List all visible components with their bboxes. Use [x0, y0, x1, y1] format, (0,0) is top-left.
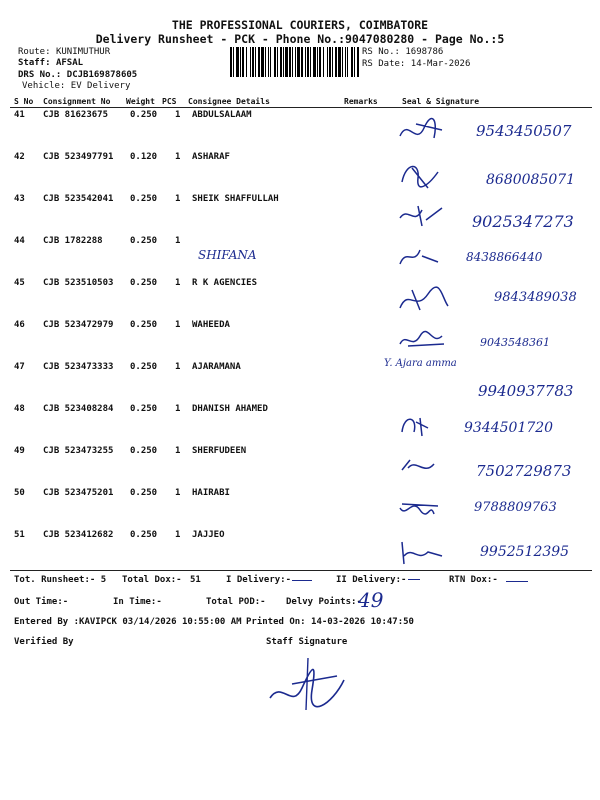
barcode-bar [305, 47, 306, 77]
footer-divider [10, 570, 592, 571]
row-consignment-no: CJB 523473333 [43, 362, 114, 372]
col-sno: S No [14, 97, 34, 106]
row-consignee: JAJJEO [192, 530, 225, 540]
staff-label: Staff: [18, 58, 51, 68]
barcode-bar [313, 47, 316, 77]
vehicle-line [22, 81, 130, 91]
row-signature-mark [398, 200, 454, 234]
barcode-bar [347, 47, 348, 77]
col-consignment: Consignment No [43, 97, 111, 106]
row-consignee: ASHARAF [192, 152, 230, 162]
table-row [0, 320, 600, 362]
row-phone-handwritten: 9344501720 [464, 420, 554, 436]
row-phone-handwritten: 9952512395 [480, 544, 570, 560]
row-signature-mark [398, 116, 454, 150]
table-row [0, 358, 600, 404]
barcode-bar [338, 47, 341, 77]
barcode-bar [246, 47, 247, 77]
drs-label: DRS No.: [18, 70, 62, 80]
barcode-bar [280, 47, 282, 77]
table-row [0, 446, 600, 488]
row-consignment-no: CJB 523408284 [43, 404, 114, 414]
row-handwritten-name: Y. Ajara amma [384, 358, 457, 369]
barcode-bar [258, 47, 260, 77]
barcode-bar [335, 47, 337, 77]
barcode-bar [274, 47, 276, 77]
row-phone-handwritten: 9940937783 [478, 382, 574, 400]
in-time-label: In Time:- [113, 597, 162, 607]
table-row [0, 530, 600, 572]
barcode-bar [242, 47, 244, 77]
row-consignment-no: CJB 1782288 [43, 236, 103, 246]
barcode-bar [301, 47, 303, 77]
row-pcs: 1 [175, 404, 181, 414]
barcode-bar [342, 47, 343, 77]
row-weight: 0.120 [130, 152, 158, 162]
row-sno: 44 [14, 236, 25, 246]
row-phone-handwritten: 9788809763 [474, 500, 557, 515]
tot-runsheet: Tot. Runsheet:- 5 [14, 575, 107, 585]
barcode-bar [283, 47, 284, 77]
barcode-bar [236, 47, 239, 77]
ii-delivery-label: II Delivery:- [336, 575, 407, 585]
row-weight: 0.250 [130, 110, 158, 120]
barcode-bar [252, 47, 254, 77]
row-signature-mark [398, 452, 454, 486]
row-signature-mark [398, 326, 454, 360]
barcode-bar [323, 47, 324, 77]
row-consignment-no: CJB 523412682 [43, 530, 114, 540]
row-phone-handwritten: 8438866440 [466, 250, 543, 264]
row-sno: 48 [14, 404, 25, 414]
row-pcs: 1 [175, 152, 181, 162]
barcode-bar [240, 47, 241, 77]
runsheet-subtitle: Delivery Runsheet - PCK - Phone No.:9047080280 - Page No.:5 [95, 32, 505, 46]
table-row [0, 152, 600, 194]
row-sno: 47 [14, 362, 25, 372]
row-consignee: AJARAMANA [192, 362, 241, 372]
row-consignment-no: CJB 523497791 [43, 152, 114, 162]
barcode-bar [329, 47, 331, 77]
vehicle-label: Vehicle: [22, 81, 66, 91]
delvy-points-handwritten: 49 [358, 588, 384, 612]
row-consignee: WAHEEDA [192, 320, 230, 330]
row-consignee: SHERFUDEEN [192, 446, 247, 456]
barcode-bar [233, 47, 234, 77]
row-consignee: DHANISH AHAMED [192, 404, 268, 414]
row-consignment-no: CJB 523473255 [43, 446, 114, 456]
col-pcs: PCS [162, 97, 177, 106]
barcode-bar [292, 47, 293, 77]
row-signature-mark [398, 284, 454, 318]
route-label: Route: [18, 47, 51, 57]
staff-value: AFSAL [55, 58, 84, 68]
vehicle-value: EV Delivery [70, 81, 131, 91]
barcode-bar [268, 47, 269, 77]
staff-signature-mark [262, 650, 352, 720]
table-row [0, 110, 600, 152]
barcode-bar [327, 47, 328, 77]
staff-line [18, 58, 83, 68]
row-weight: 0.250 [130, 488, 158, 498]
barcode-bar [261, 47, 264, 77]
row-weight: 0.250 [130, 194, 158, 204]
row-consignee: HAIRABI [192, 488, 230, 498]
drs-line [18, 70, 137, 80]
barcode-bar [289, 47, 291, 77]
row-phone-handwritten: 9043548361 [480, 336, 550, 349]
total-dox-label: Total Dox:- [122, 575, 182, 585]
row-handwritten-name: SHIFANA [198, 248, 257, 262]
table-row [0, 194, 600, 236]
row-signature-mark [398, 242, 454, 276]
row-signature-mark [398, 494, 454, 528]
barcode-bar [230, 47, 232, 77]
company-title: THE PROFESSIONAL COURIERS, COIMBATORE [171, 18, 429, 32]
entered-by: Entered By :KAVIPCK 03/14/2026 10:55:00 AM [14, 617, 242, 627]
barcode-icon [230, 47, 358, 77]
barcode-bar [270, 47, 271, 77]
row-sno: 46 [14, 320, 25, 330]
row-sno: 45 [14, 278, 25, 288]
row-consignment-no: CJB 523510503 [43, 278, 114, 288]
rs-date-label: RS Date: [362, 59, 406, 69]
i-delivery-label: I Delivery:- [226, 575, 292, 585]
barcode-bar [255, 47, 256, 77]
row-pcs: 1 [175, 530, 181, 540]
row-weight: 0.250 [130, 404, 158, 414]
row-sno: 51 [14, 530, 25, 540]
barcode-bar [265, 47, 266, 77]
route-line [18, 47, 110, 57]
col-weight: Weight [126, 97, 155, 106]
row-signature-mark [398, 158, 454, 192]
row-pcs: 1 [175, 194, 181, 204]
drs-value: DCJB169878605 [66, 70, 138, 80]
delvy-points-label: Delvy Points:- [286, 597, 362, 607]
row-phone-handwritten: 9843489038 [494, 290, 577, 305]
out-time-label: Out Time:- [14, 597, 69, 607]
row-weight: 0.250 [130, 320, 158, 330]
barcode-bar [297, 47, 300, 77]
verified-by-label: Verified By [14, 637, 74, 647]
rs-date-line [362, 59, 470, 69]
row-phone-handwritten: 9543450507 [476, 122, 572, 140]
row-consignment-no: CJB 81623675 [43, 110, 109, 120]
row-pcs: 1 [175, 446, 181, 456]
row-consignee: ABDULSALAAM [192, 110, 252, 120]
col-remarks: Remarks [344, 97, 378, 106]
row-pcs: 1 [175, 110, 181, 120]
table-row [0, 404, 600, 446]
rs-no-line [362, 47, 443, 57]
row-signature-mark [398, 536, 454, 570]
row-consignee: SHEIK SHAFFULLAH [192, 194, 279, 204]
printed-on: Printed On: 14-03-2026 10:47:50 [246, 617, 414, 627]
col-consignee: Consignee Details [188, 97, 270, 106]
route-value: KUNIMUTHUR [55, 47, 111, 57]
barcode-bar [332, 47, 333, 77]
barcode-bar [250, 47, 251, 77]
row-sno: 50 [14, 488, 25, 498]
rtn-dox-dash [506, 581, 528, 582]
rtn-dox-label: RTN Dox:- [449, 575, 498, 585]
row-phone-handwritten: 7502729873 [476, 462, 572, 480]
total-dox-value: 51 [190, 575, 201, 585]
row-pcs: 1 [175, 362, 181, 372]
barcode-bar [357, 47, 359, 77]
rs-no-label: RS No.: [362, 47, 400, 57]
staff-signature-label: Staff Signature [266, 637, 348, 647]
row-pcs: 1 [175, 278, 181, 288]
row-pcs: 1 [175, 320, 181, 330]
row-sno: 43 [14, 194, 25, 204]
row-weight: 0.250 [130, 446, 158, 456]
row-sno: 42 [14, 152, 25, 162]
ii-delivery-dash [408, 579, 420, 580]
row-consignment-no: CJB 523542041 [43, 194, 114, 204]
row-weight: 0.250 [130, 530, 158, 540]
row-phone-handwritten: 9025347273 [472, 212, 574, 231]
barcode-bar [295, 47, 296, 77]
barcode-bar [285, 47, 288, 77]
total-pod-label: Total POD:- [206, 597, 266, 607]
row-consignment-no: CJB 523472979 [43, 320, 114, 330]
row-weight: 0.250 [130, 362, 158, 372]
row-phone-handwritten: 8680085071 [486, 172, 576, 188]
row-sno: 41 [14, 110, 25, 120]
barcode-bar [277, 47, 278, 77]
table-row [0, 278, 600, 320]
barcode-bar [351, 47, 353, 77]
row-pcs: 1 [175, 236, 181, 246]
table-row [0, 236, 600, 278]
table-row [0, 488, 600, 530]
barcode-bar [354, 47, 355, 77]
row-pcs: 1 [175, 488, 181, 498]
barcode-bar [317, 47, 318, 77]
barcode-bar [307, 47, 309, 77]
barcode-bar [310, 47, 311, 77]
row-weight: 0.250 [130, 236, 158, 246]
barcode-bar [319, 47, 321, 77]
row-sno: 49 [14, 446, 25, 456]
rs-no-value: 1698786 [405, 47, 444, 57]
row-signature-mark [398, 410, 454, 444]
col-seal-signature: Seal & Signature [402, 97, 480, 106]
header-divider [10, 107, 592, 108]
barcode-bar [345, 47, 346, 77]
i-delivery-dash [292, 580, 312, 581]
rs-date-value: 14-Mar-2026 [410, 59, 471, 69]
row-consignee: R K AGENCIES [192, 278, 258, 288]
row-weight: 0.250 [130, 278, 158, 288]
row-consignment-no: CJB 523475201 [43, 488, 114, 498]
